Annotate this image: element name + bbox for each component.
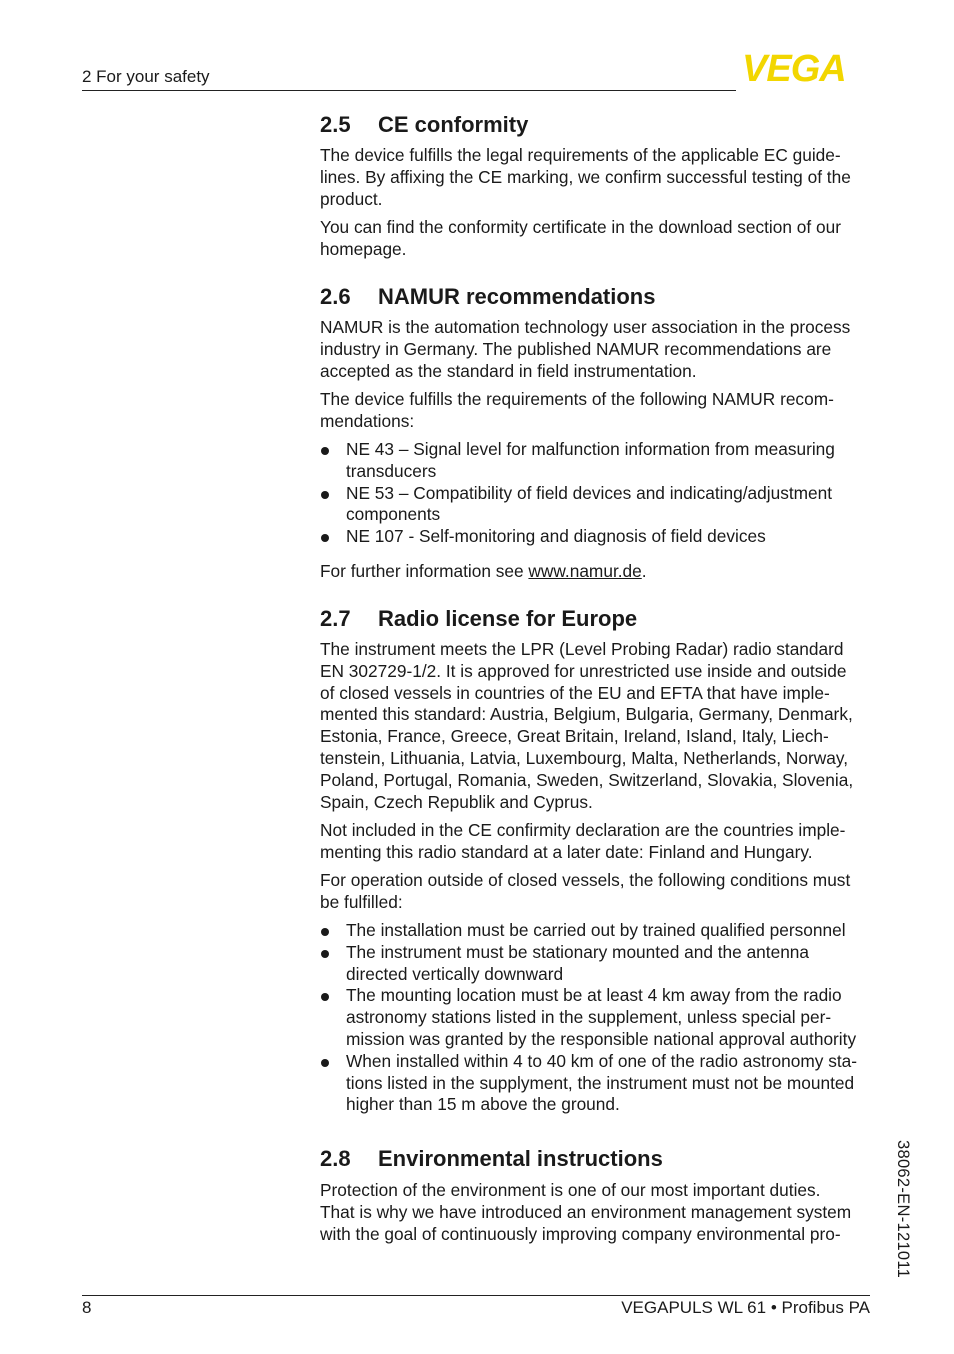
text-line: mented this standard: Austria, Belgium, Bulgaria, Germany, Denmark, [320,704,853,725]
text-line: with the goal of continuously improving company environmental pro- [320,1223,841,1244]
text-line: lines. By affixing the CE marking, we confirm successful testing of the [320,166,851,187]
text-line: menting this radio standard at a later date: Finland and Hungary. [320,841,813,862]
radio-paragraph-1 [320,639,876,813]
text-line: When installed within 4 to 40 km of one of the radio astronomy sta- [346,1050,858,1071]
radio-paragraph-2 [320,820,876,864]
text-line: homepage. [320,238,407,259]
section-number: 2.6 [320,284,351,309]
page-number: 8 [82,1298,92,1317]
text-line: mendations: [320,410,415,431]
text-line: For operation outside of closed vessels, the following conditions must [320,870,851,890]
text-line: higher than 15 m above the ground. [346,1094,620,1115]
section-title-namur [320,284,655,310]
list-item [320,920,880,942]
ce-paragraph-2 [320,217,876,261]
list-item [320,439,880,483]
text-line: You can find the conformity certificate in the download section of our [320,217,841,237]
text-line: product. [320,188,383,209]
logo-wordmark: VEGA [742,52,846,84]
namur-website-link[interactable]: www.namur.de [528,561,642,581]
section-title-text: Environmental instructions [378,1146,663,1171]
list-item [320,483,880,527]
text-line: NE 43 – Signal level for malfunction information from measuring [346,439,835,459]
vega-logo [742,52,872,89]
header-rule [82,90,736,91]
namur-bullet-list [320,439,880,548]
text-line: Estonia, France, Greece, Great Britain, Ireland, Island, Italy, Liech- [320,726,829,747]
text-line: The instrument must be stationary mounted and the antenna [346,941,810,962]
text-line: components [346,504,441,525]
text-line: The mounting location must be at least 4 km away from the radio [346,985,842,1006]
text-line: The device fulfills the requirements of the following NAMUR recom- [320,389,834,409]
document-code: 38062-EN-121011 [894,1140,912,1279]
running-header: 2 For your safety [82,67,210,86]
text-line: NE 53 – Compatibility of field devices and indicating/adjustment [346,482,833,503]
vega-logo-icon [742,52,872,84]
text-line: Protection of the environment is one of our most important duties. [320,1180,821,1200]
radio-bullet-list [320,920,880,1116]
footer-rule [82,1295,870,1296]
text-line: The instrument meets the LPR (Level Probing Radar) radio standard [320,639,844,659]
further-info-period: . [641,561,647,581]
list-item [320,985,880,1050]
text-line: of closed vessels in countries of the EU and EFTA that have imple- [320,682,830,703]
env-paragraph-1 [320,1180,876,1245]
text-line: The installation must be carried out by trained qualified personnel [346,920,846,940]
list-item [320,1051,880,1116]
section-number: 2.5 [320,112,351,137]
text-line: accepted as the standard in field instrumentation. [320,360,697,381]
section-number: 2.7 [320,606,351,631]
further-info-text: For further information see [320,561,529,581]
section-title-text: NAMUR recommendations [378,284,656,309]
text-line: NE 107 - Self-monitoring and diagnosis of field devices [346,526,766,547]
section-title-radio-license [320,606,637,632]
text-line: Poland, Portugal, Romania, Sweden, Switzerland, Slovakia, Slovenia, [320,769,854,790]
text-line: EN 302729-1/2. It is approved for unrestricted use inside and outside [320,660,847,681]
text-line: mission was granted by the responsible national approval authority [346,1028,857,1049]
text-line: astronomy stations listed in the supplement, unless special per- [346,1007,832,1028]
text-line: The device fulfills the legal requirements of the applicable EC guide- [320,145,841,165]
namur-further-info [320,561,876,583]
section-title-text: CE conformity [378,112,529,137]
footer-product-title: VEGAPULS WL 61 • Profibus PA [621,1298,870,1317]
ce-paragraph-1 [320,145,876,210]
text-line: Spain, Czech Republik and Cyprus. [320,791,593,812]
section-title-environmental [320,1146,663,1172]
section-title-text: Radio license for Europe [378,606,638,631]
text-line: tions listed in the supplyment, the instrument must not be mounted [346,1072,855,1093]
text-line: be fulfilled: [320,891,403,912]
namur-paragraph-2 [320,389,876,433]
text-line: directed vertically downward [346,963,564,984]
section-number: 2.8 [320,1146,351,1171]
text-line: transducers [346,460,437,481]
text-line: That is why we have introduced an environment management system [320,1201,852,1222]
text-line: NAMUR is the automation technology user association in the process [320,317,851,337]
radio-paragraph-3 [320,870,876,914]
namur-paragraph-1 [320,317,876,382]
section-title-ce-conformity [320,112,528,138]
text-line: Not included in the CE confirmity declaration are the countries imple- [320,820,846,840]
list-item [320,942,880,986]
text-line: industry in Germany. The published NAMUR recommendations are [320,338,832,359]
text-line: tenstein, Lithuania, Latvia, Luxembourg, Malta, Netherlands, Norway, [320,747,849,768]
list-item [320,526,880,548]
